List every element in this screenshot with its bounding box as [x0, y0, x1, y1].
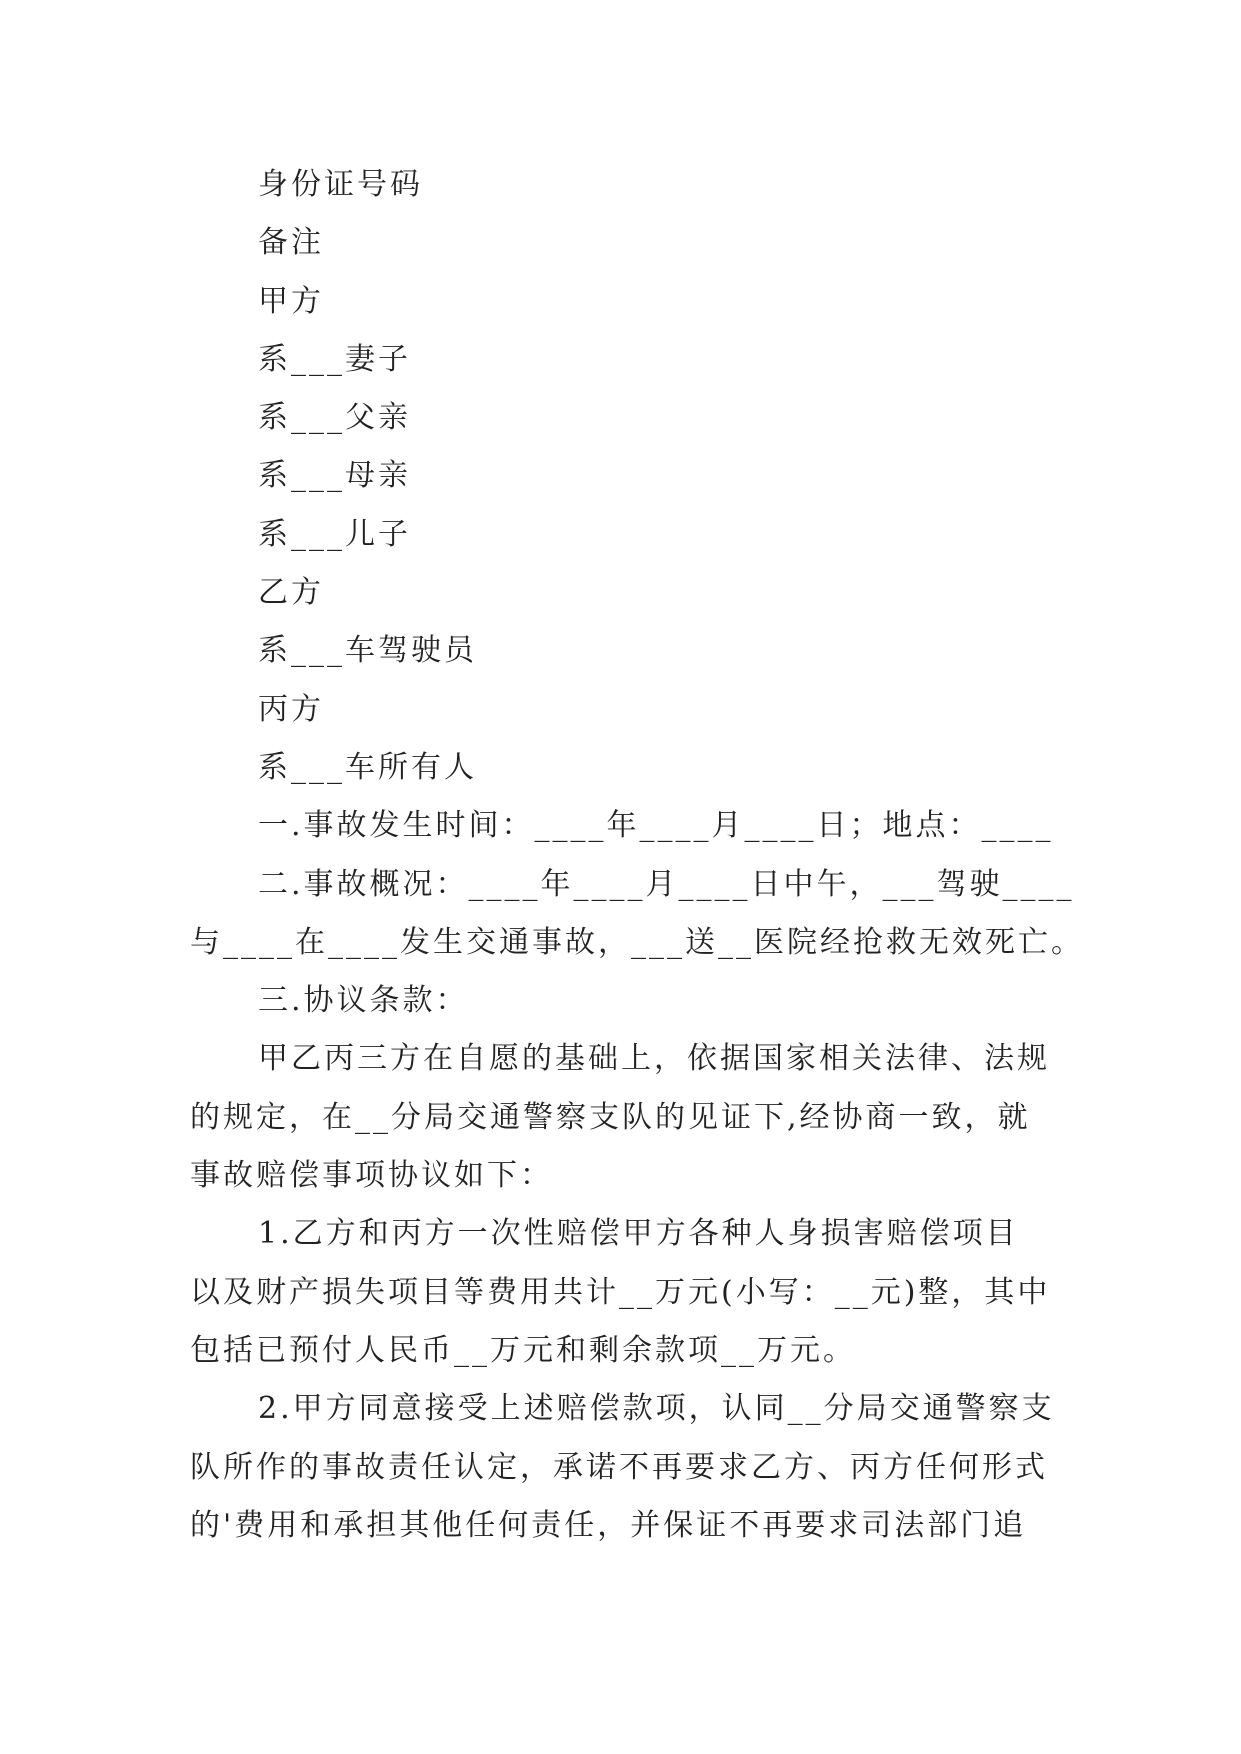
clause-1-line: 1.乙方和丙方一次性赔偿甲方各种人身损害赔偿项目: [258, 1216, 1019, 1252]
party-a-relation-father: 系___父亲: [258, 400, 411, 436]
clause-2-line: 2.甲方同意接受上述赔偿款项，认同__分局交通警察支: [258, 1391, 1055, 1427]
section-accident-overview: [190, 856, 1084, 973]
party-b-relation-driver: 系___车驾驶员: [258, 633, 477, 669]
party-c-label: 丙方: [258, 691, 324, 727]
accident-time-line: 一.事故发生时间：____年____月____日；地点：____: [258, 808, 1054, 844]
remarks-label: 备注: [258, 225, 324, 261]
accident-overview-line: 二.事故概况：____年____月____日中午，___驾驶____: [258, 866, 1075, 902]
section-accident-time: [190, 797, 1070, 855]
agreement-intro-line: 甲乙丙三方在自愿的基础上，依据国家相关法律、法规: [258, 1041, 1050, 1077]
agreement-terms-heading: 三.协议条款：: [258, 983, 469, 1019]
id-number-label: 身份证号码: [258, 167, 423, 202]
clause-2-line: 队所作的事故责任认定，承诺不再要求乙方、丙方任何形式: [190, 1449, 1048, 1485]
party-b-label: 乙方: [258, 575, 324, 611]
section-agreement-terms: [190, 972, 1070, 1555]
party-c-relation-owner: 系___车所有人: [258, 749, 477, 785]
party-a-label: 甲方: [258, 283, 324, 319]
document-body: [190, 156, 1084, 1555]
accident-overview-line: 与____在____发生交通事故，___送__医院经抢救无效死亡。: [190, 924, 1084, 960]
agreement-intro-line: 的规定，在__分局交通警察支队的见证下,经协商一致，就: [190, 1099, 1031, 1135]
party-list: [190, 156, 1070, 797]
party-a-relation-wife: 系___妻子: [258, 341, 411, 377]
agreement-intro-line: 事故赔偿事项协议如下：: [190, 1158, 553, 1194]
party-a-relation-son: 系___儿子: [258, 516, 411, 552]
clause-2-line: 的'费用和承担其他任何责任，并保证不再要求司法部门追: [190, 1507, 1027, 1543]
clause-1-line: 以及财产损失项目等费用共计__万元(小写：__元)整，其中: [190, 1274, 1051, 1310]
clause-1-line: 包括已预付人民币__万元和剩余款项__万元。: [190, 1332, 856, 1368]
party-a-relation-mother: 系___母亲: [258, 458, 411, 494]
